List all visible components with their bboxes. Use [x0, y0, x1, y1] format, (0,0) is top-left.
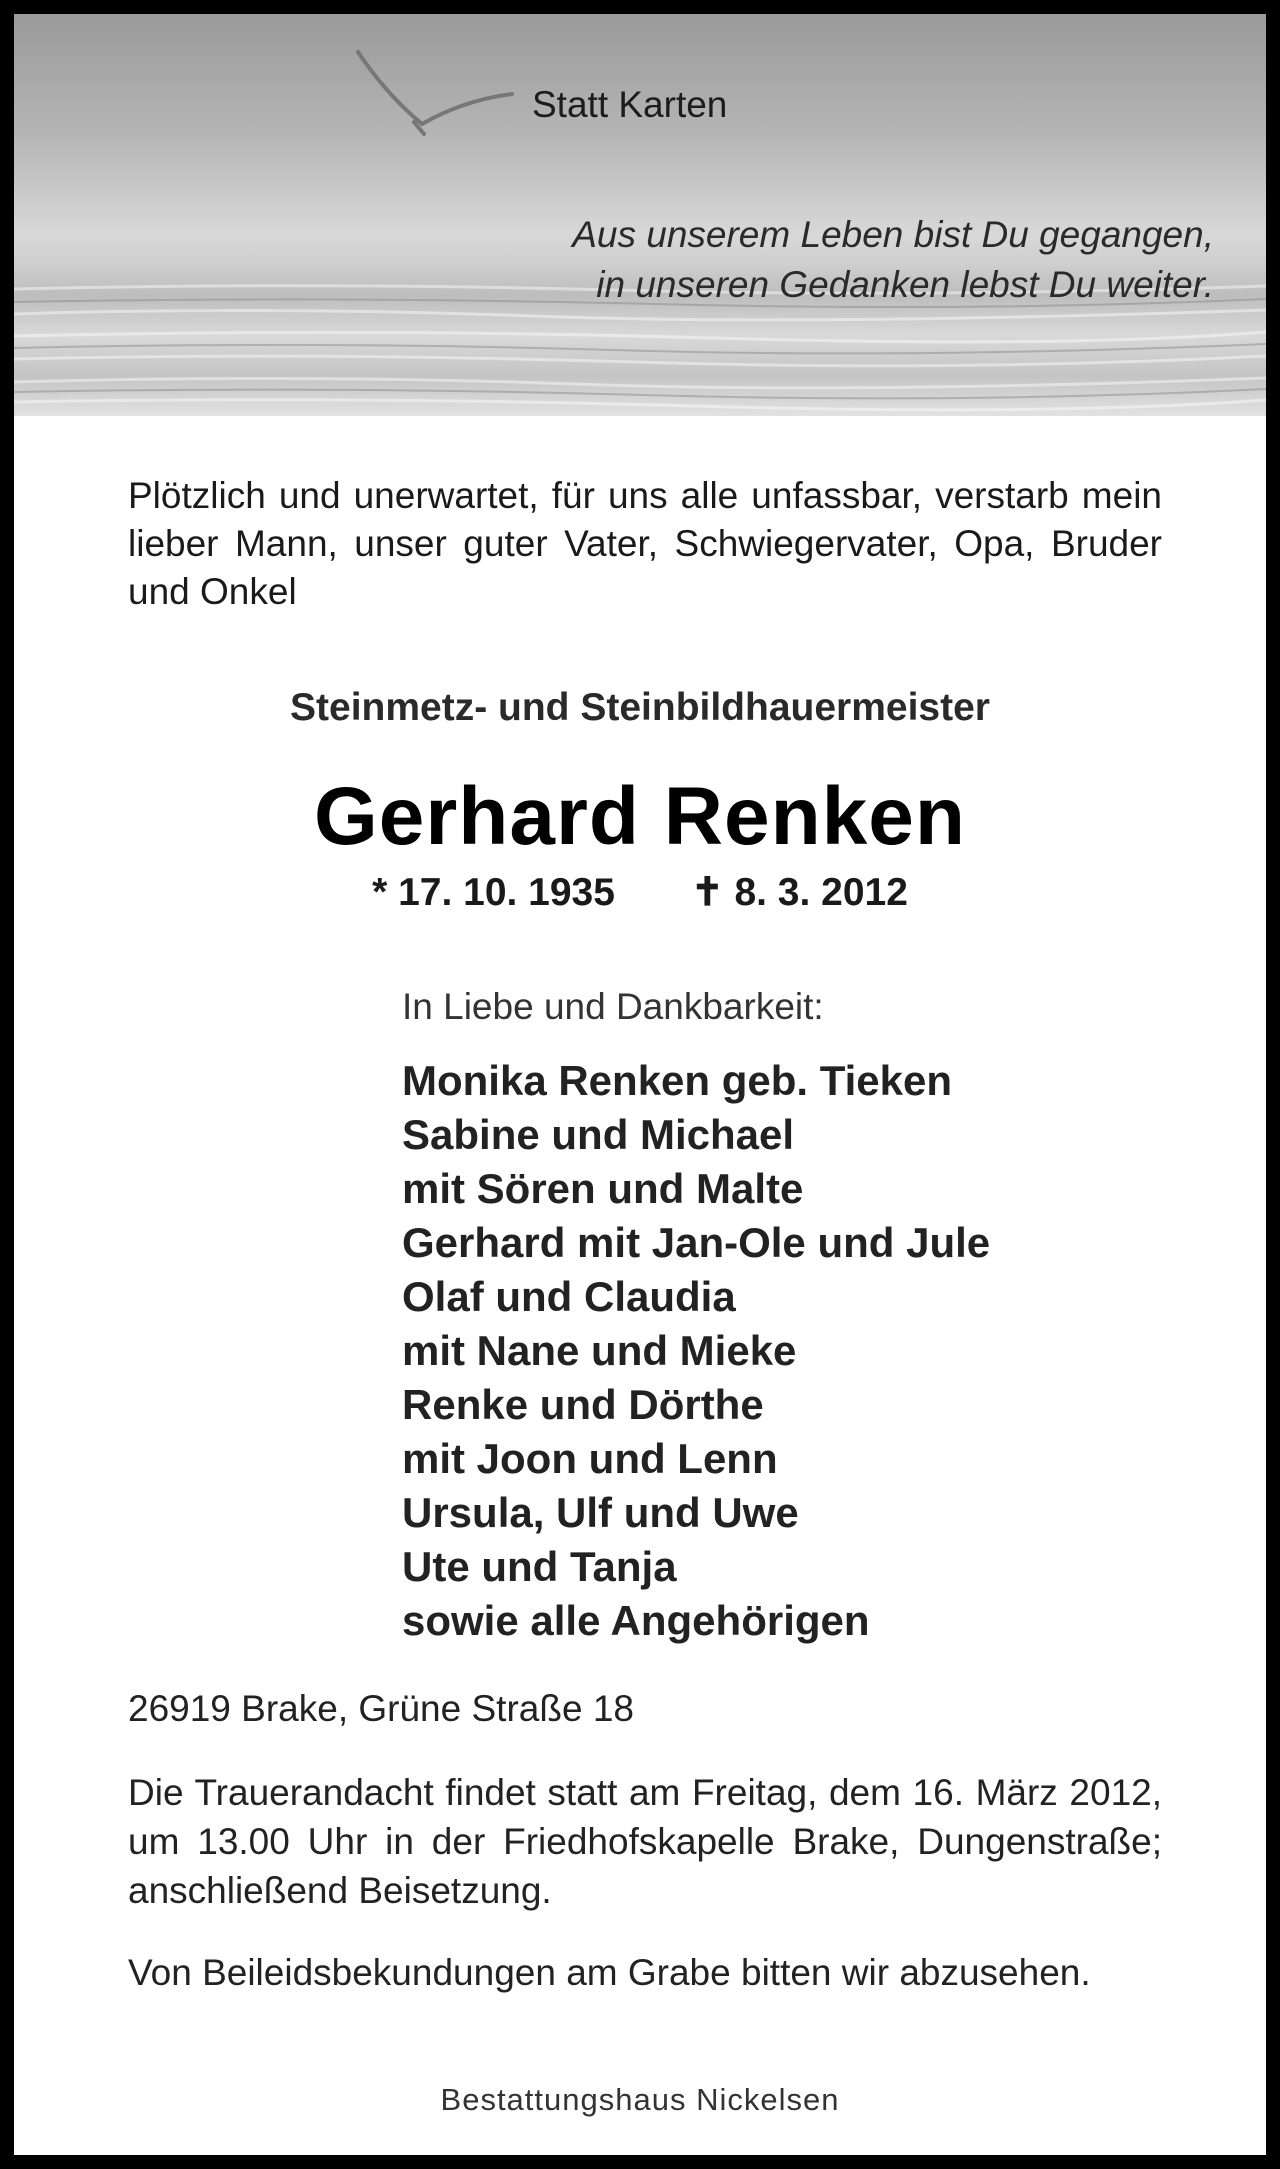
intro-text: Plötzlich und unerwartet, für uns alle unfassbar, verstarb mein lieber Mann, unser guter Vater, Schwiegervater, Opa, Bruder und Onkel — [128, 475, 1162, 612]
mourner-line: mit Sören und Malte — [402, 1165, 804, 1212]
mourner-line: sowie alle Angehörigen — [402, 1597, 870, 1644]
motto-line: in unseren Gedanken lebst Du weiter. — [596, 264, 1214, 305]
mourners-list — [402, 1054, 990, 1648]
birth-date: * 17. 10. 1935 — [372, 871, 615, 914]
mourner-line: Monika Renken geb. Tieken — [402, 1057, 953, 1104]
mourner-line: Olaf und Claudia — [402, 1273, 736, 1320]
seagull-over-sea-image — [14, 14, 1266, 416]
obituary-body — [14, 416, 1266, 2169]
motto-quote — [434, 210, 1214, 310]
mourner-line: Ute und Tanja — [402, 1543, 677, 1590]
mourner-line: Renke und Dörthe — [402, 1381, 764, 1428]
seagull-icon — [358, 52, 512, 134]
mourner-line: Ursula, Ulf und Uwe — [402, 1489, 799, 1536]
mourner-line: Gerhard mit Jan-Ole und Jule — [402, 1219, 991, 1266]
mourners-intro: In Liebe und Dankbarkeit: — [402, 986, 824, 1027]
service-info: Die Trauerandacht findet statt am Freitag, dem 16. März 2012, um 13.00 Uhr in der Friedhofskapelle Brake, Dungenstraße; anschließend Beisetzung. — [128, 1772, 1162, 1911]
condolence-note: Von Beileidsbekundungen am Grabe bitten wir abzusehen. — [128, 1952, 1091, 1993]
deceased-name: Gerhard Renken — [314, 771, 966, 862]
address: 26919 Brake, Grüne Straße 18 — [128, 1688, 634, 1729]
motto-line: Aus unserem Leben bist Du gegangen, — [572, 214, 1214, 255]
death-date: ✝ 8. 3. 2012 — [690, 871, 908, 914]
undertaker-name: Bestattungshaus Nickelsen — [440, 2082, 840, 2117]
mourner-line: Sabine und Michael — [402, 1111, 795, 1158]
mourner-line: mit Joon und Lenn — [402, 1435, 778, 1482]
life-dates — [14, 870, 1266, 915]
statt-karten-label: Statt Karten — [532, 84, 728, 125]
mourner-line: mit Nane und Mieke — [402, 1327, 797, 1374]
profession-title: Steinmetz- und Steinbildhauermeister — [290, 686, 990, 729]
